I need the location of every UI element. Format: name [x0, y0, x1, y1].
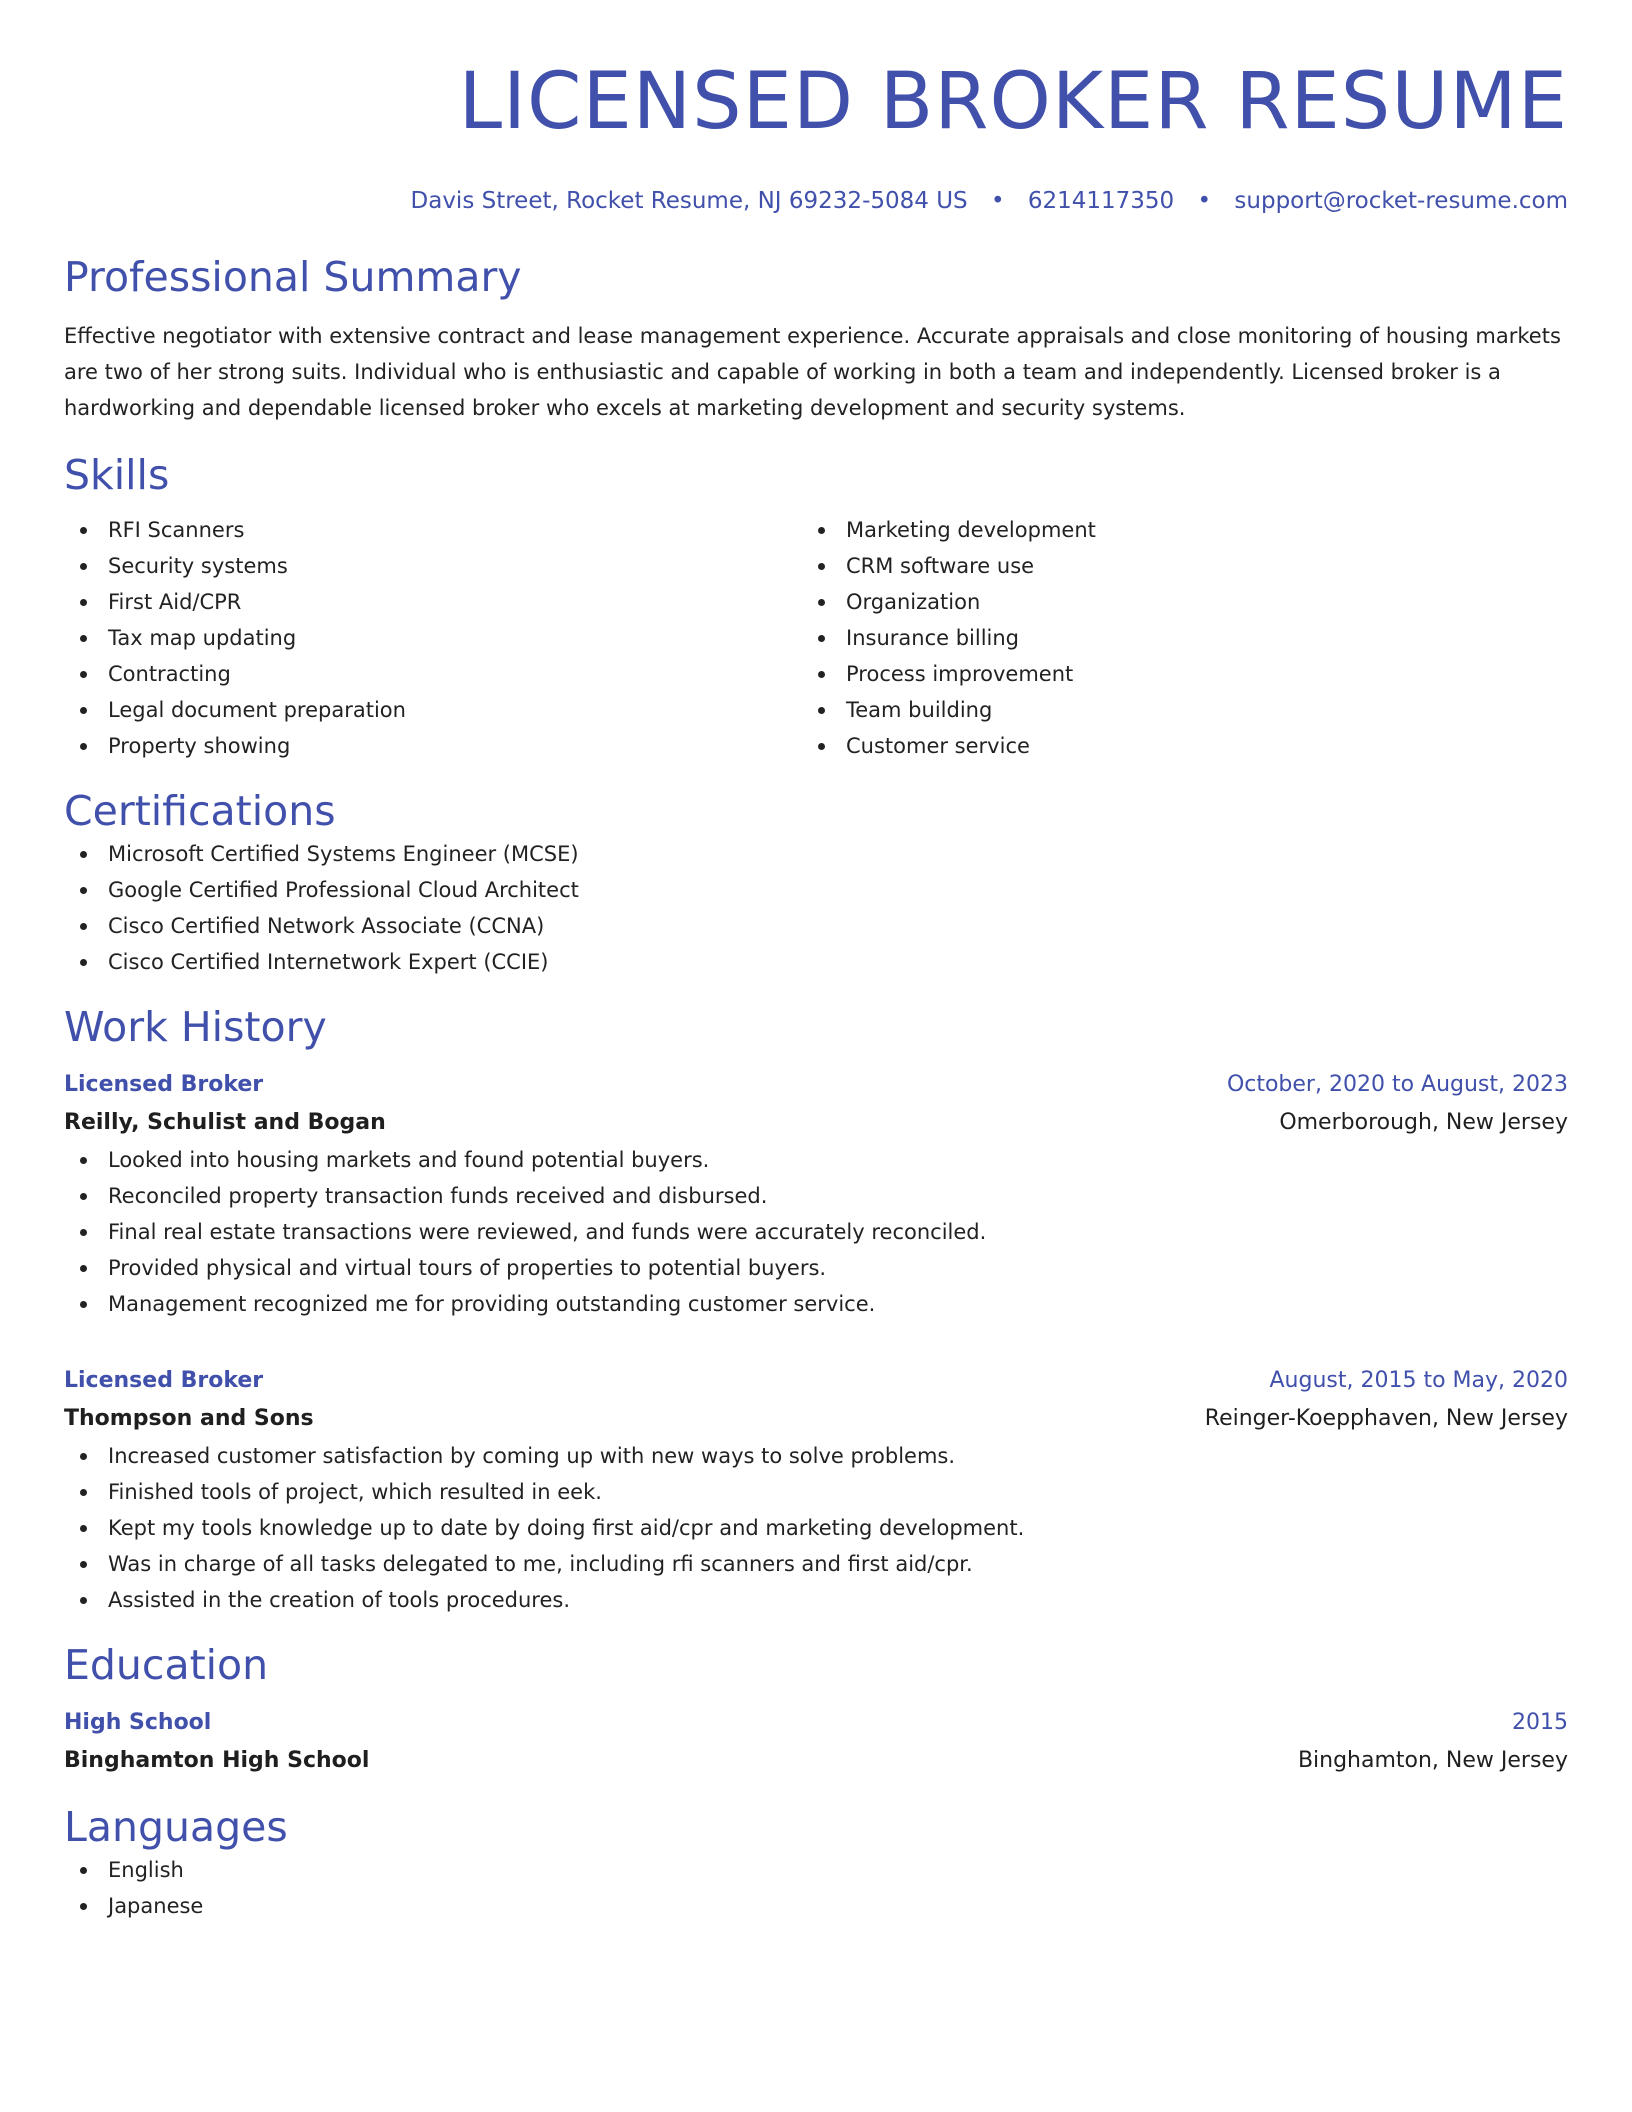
skills-columns [64, 512, 1568, 764]
job-company: Thompson and Sons [64, 1406, 314, 1431]
job-location: Reinger-Koepphaven, New Jersey [1204, 1406, 1568, 1431]
contact-email: support@rocket-resume.com [1234, 188, 1568, 214]
job-duty: Kept my tools knowledge up to date by doing first aid/cpr and marketing development. [64, 1510, 1568, 1546]
work-history-heading: Work History [64, 1003, 327, 1051]
certification-item: Cisco Certified Internetwork Expert (CCIE) [64, 944, 1568, 980]
job-company: Reilly, Schulist and Bogan [64, 1110, 386, 1135]
skill-item: Marketing development [802, 512, 1540, 548]
languages-heading: Languages [64, 1803, 288, 1851]
skill-item: Property showing [64, 728, 802, 764]
skill-item: Customer service [802, 728, 1540, 764]
skill-item: Process improvement [802, 656, 1540, 692]
job-duty: Provided physical and virtual tours of properties to potential buyers. [64, 1250, 1568, 1286]
education-year: 2015 [1512, 1710, 1568, 1735]
job-company-row [64, 1400, 1568, 1438]
job-entry [64, 1066, 1568, 1322]
education-section [64, 1640, 1568, 1780]
summary-section [64, 252, 1568, 426]
skill-item: First Aid/CPR [64, 584, 802, 620]
skills-heading: Skills [64, 451, 170, 499]
job-dates: August, 2015 to May, 2020 [1269, 1368, 1568, 1393]
language-item: English [64, 1852, 1568, 1888]
job-location: Omerborough, New Jersey [1279, 1110, 1568, 1135]
education-heading: Education [64, 1641, 269, 1689]
skill-item: Contracting [64, 656, 802, 692]
skill-item: Organization [802, 584, 1540, 620]
resume-header [64, 0, 1568, 216]
job-duty: Looked into housing markets and found potential buyers. [64, 1142, 1568, 1178]
job-role: Licensed Broker [64, 1072, 264, 1097]
skill-item: RFI Scanners [64, 512, 802, 548]
certifications-list [64, 836, 1568, 980]
contact-phone: 6214117350 [1027, 188, 1175, 214]
job-duties-list [64, 1438, 1568, 1618]
job-duties-list [64, 1142, 1568, 1322]
education-school: Binghamton High School [64, 1748, 370, 1773]
skill-item: Legal document preparation [64, 692, 802, 728]
skill-item: Tax map updating [64, 620, 802, 656]
skill-item: CRM software use [802, 548, 1540, 584]
job-role: Licensed Broker [64, 1368, 264, 1393]
skills-list-right [802, 512, 1540, 764]
languages-section [64, 1802, 1568, 1924]
job-entry [64, 1362, 1568, 1618]
education-header-row [64, 1704, 1568, 1742]
skill-item: Insurance billing [802, 620, 1540, 656]
job-header-row [64, 1362, 1568, 1400]
certifications-section [64, 786, 1568, 980]
job-duty: Final real estate transactions were reviewed, and funds were accurately reconciled. [64, 1214, 1568, 1250]
contact-address: Davis Street, Rocket Resume, NJ 69232-5084 US [410, 188, 968, 214]
job-duty: Assisted in the creation of tools procedures. [64, 1582, 1568, 1618]
job-duty: Management recognized me for providing outstanding customer service. [64, 1286, 1568, 1322]
job-duty: Increased customer satisfaction by coming up with new ways to solve problems. [64, 1438, 1568, 1474]
job-company-row [64, 1104, 1568, 1142]
education-degree: High School [64, 1710, 212, 1735]
skills-section [64, 450, 1568, 764]
certifications-heading: Certifications [64, 787, 336, 835]
skills-list-left [64, 512, 802, 764]
education-location: Binghamton, New Jersey [1297, 1748, 1568, 1773]
summary-heading: Professional Summary [64, 253, 522, 301]
summary-text: Effective negotiator with extensive contract and lease management experience. Accurate appraisals and close monitoring of housing markets are two of her strong suits. Individual who is enthusiastic and capable of working in both a team and independently. Licensed broker is a hardworking and dependable licensed broker who excels at marketing development and security systems. [64, 324, 1561, 420]
education-entry [64, 1704, 1568, 1780]
languages-list [64, 1852, 1568, 1924]
job-header-row [64, 1066, 1568, 1104]
resume-title: LICENSED BROKER RESUME [458, 57, 1568, 147]
contact-separator: • [990, 188, 1005, 214]
job-dates: October, 2020 to August, 2023 [1226, 1072, 1568, 1097]
certification-item: Google Certified Professional Cloud Architect [64, 872, 1568, 908]
job-duty: Was in charge of all tasks delegated to me, including rfi scanners and first aid/cpr. [64, 1546, 1568, 1582]
certification-item: Cisco Certified Network Associate (CCNA) [64, 908, 1568, 944]
job-duty: Reconciled property transaction funds received and disbursed. [64, 1178, 1568, 1214]
skill-item: Security systems [64, 548, 802, 584]
job-duty: Finished tools of project, which resulted in eek. [64, 1474, 1568, 1510]
work-history-section [64, 1002, 1568, 1618]
language-item: Japanese [64, 1888, 1568, 1924]
contact-separator: • [1197, 188, 1212, 214]
certification-item: Microsoft Certified Systems Engineer (MCSE) [64, 836, 1568, 872]
skill-item: Team building [802, 692, 1540, 728]
contact-line [64, 186, 1568, 216]
education-school-row [64, 1742, 1568, 1780]
